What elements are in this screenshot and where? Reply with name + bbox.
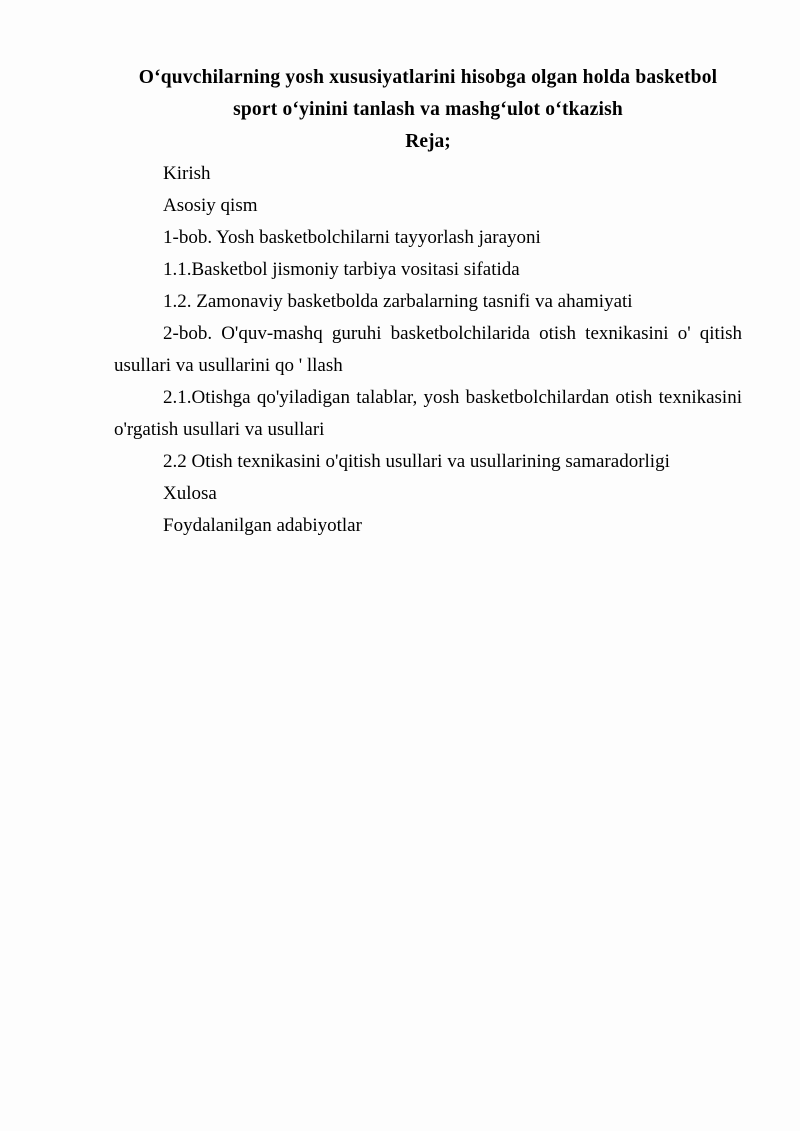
document-title xyxy=(114,62,742,126)
toc-entry-asosiy-qism: Asosiy qism xyxy=(163,195,258,216)
document-title-line-1: O‘quvchilarning yosh xususiyatlarini hisobga olgan holda basketbol xyxy=(138,67,718,88)
toc-entry-foydalanilgan-adabiyotlar: Foydalanilgan adabiyotlar xyxy=(163,515,362,536)
toc-entry-section-2-2: 2.2 Otish texnikasini o'qitish usullari va usullarining samaradorligi xyxy=(163,451,670,472)
toc-entry-xulosa: Xulosa xyxy=(163,483,217,504)
document-body xyxy=(114,62,742,542)
toc-entry-section-1-1: 1.1.Basketbol jismoniy tarbiya vositasi sifatida xyxy=(163,259,520,280)
table-of-contents xyxy=(114,158,742,542)
toc-entry-section-1-2: 1.2. Zamonaviy basketbolda zarbalarning tasnifi va ahamiyati xyxy=(163,291,633,312)
document-subtitle: Reja; xyxy=(405,131,451,152)
document-title-line-2: sport o‘yinini tanlash va mashg‘ulot o‘tkazish xyxy=(233,99,623,120)
toc-entry-bob-1: 1-bob. Yosh basketbolchilarni tayyorlash jarayoni xyxy=(163,227,541,248)
toc-entry-bob-2: 2-bob. O'quv-mashq guruhi basketbolchilarida otish texnikasini o' qitish usullari va usullarini qo ' llash xyxy=(114,323,742,376)
toc-entry-kirish: Kirish xyxy=(163,163,211,184)
toc-entry-section-2-1: 2.1.Otishga qo'yiladigan talablar, yosh basketbolchilardan otish texnikasini o'rgatish usullari va usullari xyxy=(114,387,742,440)
